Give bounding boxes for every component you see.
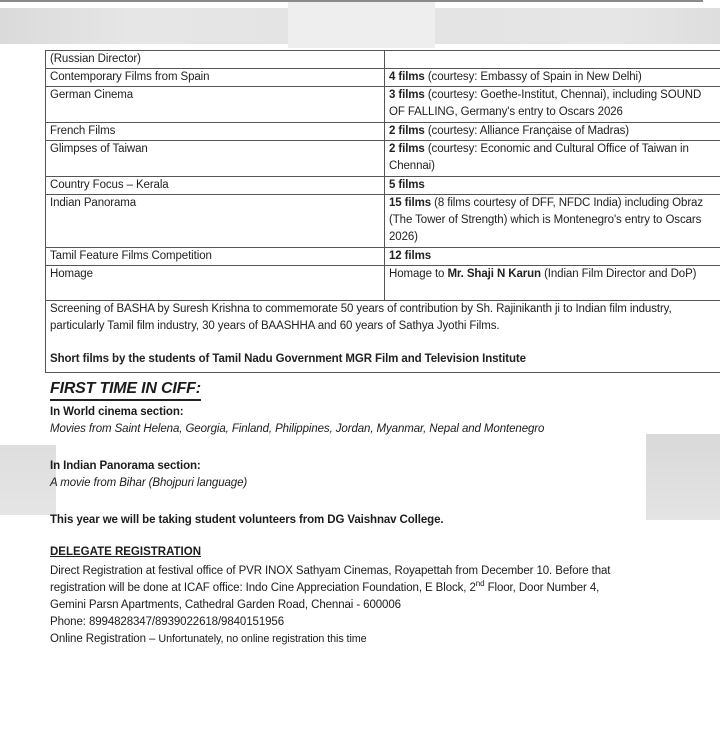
count-text: (8 films courtesy of DFF, NFDC India) including Obraz (The Tower of Strength) which is Montenegro's entry to Oscars 2026) [389, 197, 703, 243]
section-name-cell: Country Focus – Kerala [46, 177, 385, 195]
films-count-cell [385, 248, 720, 266]
count-bold: 2 films [389, 143, 425, 155]
table-row [46, 266, 720, 301]
section-name-cell: German Cinema [46, 87, 385, 123]
table-row [46, 123, 720, 141]
count-bold: 5 films [389, 179, 425, 191]
films-count-cell [385, 141, 720, 177]
table-row [46, 51, 720, 69]
count-bold: 3 films [389, 89, 425, 101]
films-count-cell [385, 195, 720, 248]
count-text: (courtesy: Embassy of Spain in New Delhi) [424, 71, 642, 83]
section-name-cell: Contemporary Films from Spain [46, 69, 385, 87]
spacer [50, 492, 705, 512]
spacer [50, 438, 705, 458]
scan-artifact-left-block [0, 445, 56, 515]
count-text: (courtesy: Goethe-Institut, Chennai), including SOUND OF FALLING, Germany's entry to Oscars 2026 [389, 89, 702, 118]
films-count-cell [385, 266, 720, 301]
films-count-cell [385, 123, 720, 141]
section-name-cell: (Russian Director) [46, 51, 385, 69]
online-registration-text: Unfortunately, no online registration this time [158, 633, 367, 645]
count-bold: 15 films [389, 197, 432, 209]
indian-panorama-label: In Indian Panorama section: [50, 460, 201, 472]
films-count-cell [385, 87, 720, 123]
films-count-cell [385, 69, 720, 87]
registration-line-2-pre: registration will be done at ICAF office: Indo Cine Appreciation Foundation, E Block, 2 [50, 582, 476, 594]
spacer [50, 529, 705, 542]
table-row [46, 141, 720, 177]
count-text: (courtesy: Economic and Cultural Office of Taiwan in Chennai) [389, 143, 689, 172]
world-cinema-text: Movies from Saint Helena, Georgia, Finland, Philippines, Jordan, Myanmar, Nepal and Montenegro [50, 423, 545, 435]
volunteers-text: This year we will be taking student volunteers from DG Vaishnav College. [50, 514, 444, 526]
ordinal-superscript: nd [475, 579, 485, 589]
film-sections-table [45, 50, 720, 373]
films-count-cell [385, 177, 720, 195]
table-row [46, 177, 720, 195]
registration-line-2 [50, 580, 705, 597]
delegate-registration-heading: DELEGATE REGISTRATION [50, 546, 201, 558]
count-bold: 12 films [389, 250, 432, 262]
first-time-heading: FIRST TIME IN CIFF: [50, 380, 201, 401]
section-name-cell: Indian Panorama [46, 195, 385, 248]
registration-line-2-post: Floor, Door Number 4, [484, 582, 600, 594]
count-bold: 4 films [389, 71, 425, 83]
indian-panorama-text: A movie from Bihar (Bhojpuri language) [50, 477, 248, 489]
table-row [46, 248, 720, 266]
table-row [46, 301, 720, 373]
scan-artifact-top-light-block [288, 2, 435, 48]
online-registration-line [50, 631, 705, 648]
section-name-cell: French Films [46, 123, 385, 141]
online-registration-label: Online Registration – [50, 633, 159, 645]
registration-line-3: Gemini Parsn Apartments, Cathedral Garden Road, Chennai - 600006 [50, 599, 401, 611]
table-row [46, 87, 720, 123]
count-bold: 2 films [389, 125, 425, 137]
section-name-cell: Tamil Feature Films Competition [46, 248, 385, 266]
table-row [46, 195, 720, 248]
count-bold: Mr. Shaji N Karun [447, 268, 541, 280]
short-films-note: Short films by the students of Tamil Nadu Government MGR Film and Television Institute [50, 353, 526, 365]
registration-line-1: Direct Registration at festival office of PVR INOX Sathyam Cinemas, Royapettah from December 10. Before that [50, 565, 611, 577]
count-pre: Homage to [389, 268, 448, 280]
count-text: (courtesy: Alliance Française of Madras) [424, 125, 629, 137]
section-name-cell: Homage [46, 266, 385, 301]
phone-line: Phone: 8994828347/8939022618/9840151956 [50, 616, 285, 628]
spacer [50, 335, 719, 351]
table-row [46, 69, 720, 87]
document-body [50, 380, 705, 648]
world-cinema-label: In World cinema section: [50, 406, 184, 418]
screening-note: Screening of BASHA by Suresh Krishna to commemorate 50 years of contribution by Sh. Rajinikanth ji to Indian film industry, particularly Tamil film industry, 30 years of BAASHHA and 60 years of Sathya Jyothi Films. [50, 303, 672, 332]
section-name-cell: Glimpses of Taiwan [46, 141, 385, 177]
count-text: (Indian Film Director and DoP) [540, 268, 697, 280]
films-count-cell [385, 51, 720, 69]
table-footer-cell [46, 301, 720, 373]
